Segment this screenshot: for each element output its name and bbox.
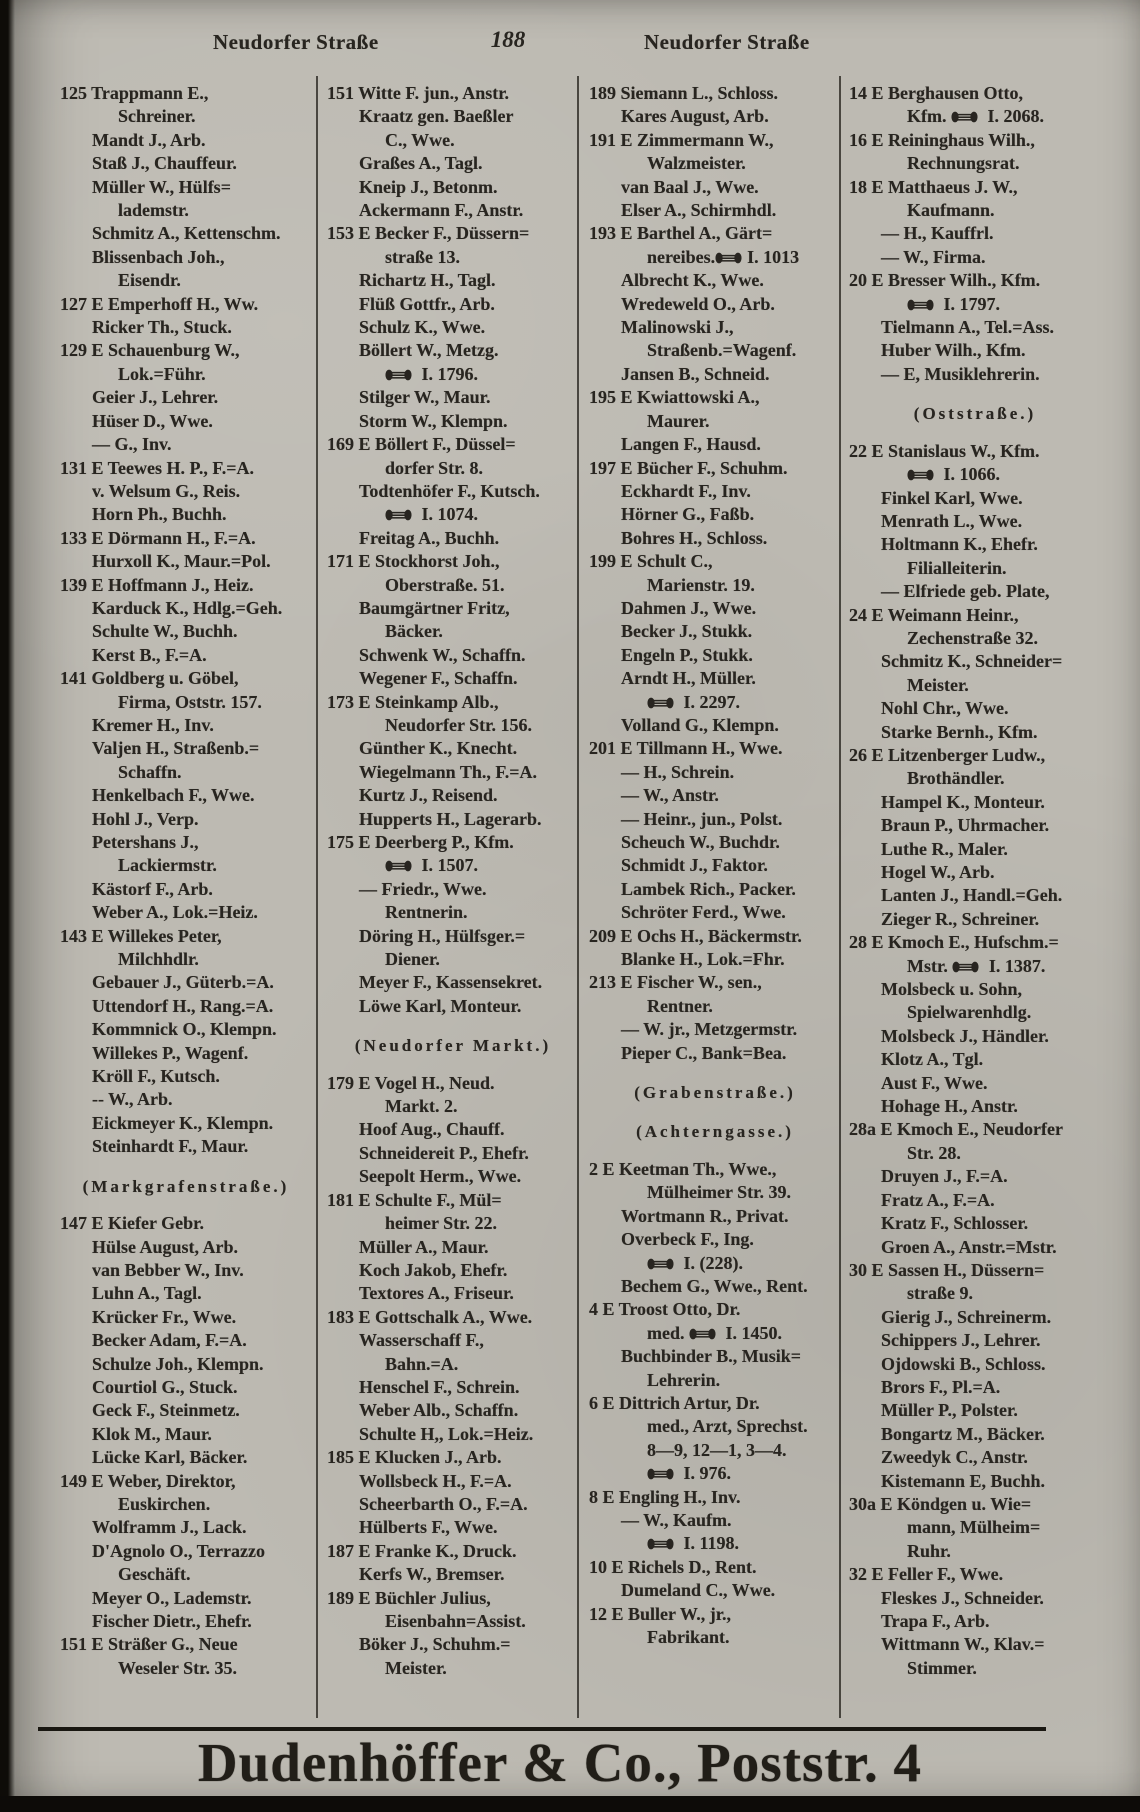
entry-line: 139 E Hoffmann J., Heiz. [60,574,254,595]
telephone-icon [715,252,742,264]
entry-line: Finkel Karl, Wwe. [881,487,1023,508]
entry-line: I. 1507. [327,854,579,877]
entry-line: Dumeland C., Wwe. [621,1580,776,1601]
telephone-icon [385,860,412,872]
entry-line: 191 E Zimmermann W., [589,129,774,150]
street-section-header: (Oststraße.) [913,404,1037,424]
entry-line: Arndt H., Müller. [621,668,756,689]
entry-line: Ruhr. [907,1540,951,1561]
entry-line: Mandt J., Arb. [92,129,206,150]
entry-line: med. I. 1450. [647,1322,783,1343]
entry-line: 153 E Becker F., Düssern= [327,223,530,244]
entry-line: 129 E Schauenburg W., [60,340,240,361]
entry-line: Hoof Aug., Chauff. [359,1119,505,1140]
street-section-header: (Neudorfer Markt.) [354,1036,552,1056]
entry-line: Starke Bernh., Kfm. [881,721,1038,742]
entry-line: Fischer Dietr., Ehefr. [92,1611,252,1631]
entry-line: Marienstr. 19. [647,574,755,595]
entry-line: Wiegelmann Th., F.=A. [359,761,537,782]
entry-line: Braun P., Uhrmacher. [881,815,1050,836]
entry-line: Holtmann K., Ehefr. [881,534,1038,555]
entry-line: 26 E Litzenberger Ludw., [849,744,1046,765]
scan-edge-left [0,0,15,1812]
entry-line: heimer Str. 22. [385,1213,497,1234]
entry-line: 199 E Schult C., [589,551,713,572]
entry-line: Trapa F., Arb. [881,1611,990,1631]
entry-line: Graßes A., Tagl. [359,153,483,174]
page-number: 188 [490,27,526,52]
entry-line: Molsbeck u. Sohn, [881,979,1023,1000]
entry-line: Blanke H., Lok.=Fhr. [621,949,785,970]
entry-line: Bäcker. [385,621,443,642]
entry-line: 149 E Weber, Direktor, [60,1470,236,1491]
entry-line: Textores A., Friseur. [359,1283,514,1304]
entry-line: Diener. [385,949,440,970]
entry-line: Malinowski J., [621,317,734,338]
entry-line: — H., Schrein. [621,761,735,782]
entry-line: lademstr. [118,200,189,221]
entry-line: 193 E Barthel A., Gärt= [589,223,773,244]
entry-line: I. 976. [589,1462,841,1485]
entry-line: Mülheimer Str. 39. [647,1182,791,1203]
entry-line: 187 E Franke K., Druck. [327,1540,517,1561]
entry-line: Eisendr. [118,270,181,291]
entry-line: nereibes. I. 1013 [647,246,800,267]
entry-line: Engeln P., Stukk. [621,644,753,665]
entry-line: 22 E Stanislaus W., Kfm. [849,440,1040,461]
telephone-icon [647,1468,674,1480]
entry-line: 28 E Kmoch E., Hufschm.= [849,932,1059,953]
entry-line: Kästorf F., Arb. [92,878,213,899]
entry-line: Stimmer. [907,1657,977,1678]
entry-line: — H., Kauffrl. [881,223,994,244]
entry-line: 141 Goldberg u. Göbel, [60,668,239,689]
telephone-icon [647,697,674,709]
entry-line: Henkelbach F., Wwe. [92,785,255,806]
entry-line: Hogel W., Arb. [881,862,995,882]
entry-line: Geck F., Steinmetz. [92,1400,240,1421]
entry-line: — G., Inv. [92,434,172,455]
entry-line: 127 E Emperhoff H., Ww. [60,293,259,314]
entry-line: Kraatz gen. Baeßler [359,106,514,127]
entry-line: Bongartz M., Bäcker. [881,1423,1045,1444]
entry-line: Fleskes J., Schneider. [881,1587,1044,1608]
entry-line: Lok.=Führ. [118,363,206,384]
entry-line: Rentnerin. [385,902,468,923]
entry-line: 131 E Teewes H. P., F.=A. [60,457,254,478]
entry-line: Kröll F., Kutsch. [92,1066,220,1087]
entry-line: Hülberts F., Wwe. [359,1517,498,1538]
entry-line: — Friedr., Wwe. [359,878,487,899]
street-section-header: (Grabenstraße.) [634,1083,796,1103]
entry-line: Becker J., Stukk. [621,621,753,642]
entry-line: Meister. [385,1657,447,1678]
entry-line: I. 2297. [589,691,841,714]
entry-line: Wegener F., Schaffn. [359,668,518,689]
telephone-icon [907,469,934,481]
telephone-icon [647,1258,674,1270]
entry-line: 12 E Buller W., jr., [589,1603,732,1624]
entry-line: Eckhardt F., Inv. [621,480,751,501]
entry-line: Krücker Fr., Wwe. [92,1306,237,1327]
entry-line: Wredeweld O., Arb. [621,293,775,314]
entry-line: Horn Ph., Buchh. [92,504,227,525]
entry-line: — W., Anstr. [621,785,719,806]
entry-line: Volland G., Klempn. [621,714,779,735]
entry-line: I. 1198. [589,1532,841,1555]
entry-line: Bechem G., Wwe., Rent. [621,1275,808,1296]
entry-line: Zieger R., Schreiner. [881,908,1040,929]
entry-line: Molsbeck J., Händler. [881,1025,1049,1046]
entry-line: Fratz A., F.=A. [881,1189,995,1210]
entry-line: Meyer O., Lademstr. [92,1587,252,1608]
entry-line: Lücke Karl, Bäcker. [92,1447,248,1468]
entry-line: C., Wwe. [385,129,455,150]
entry-line: Hohl J., Verp. [92,808,199,829]
entry-line: Euskirchen. [118,1493,211,1514]
entry-line: 171 E Stockhorst Joh., [327,551,500,572]
entry-line: Schreiner. [118,106,196,127]
entry-line: Kratz F., Schlosser. [881,1213,1029,1234]
entry-line: v. Welsum G., Reis. [92,480,241,501]
entry-line: Karduck K., Hdlg.=Geh. [92,597,283,618]
entry-line: Flüß Gottfr., Arb. [359,293,495,314]
entry-line: 28a E Kmoch E., Neudorfer [849,1119,1063,1140]
entry-line: 197 E Bücher F., Schuhm. [589,457,788,478]
entry-line: I. 1074. [327,503,579,526]
entry-line: Hampel K., Monteur. [881,791,1045,812]
entry-line: Hupperts H., Lagerarb. [359,808,542,829]
entry-line: 8 E Engling H., Inv. [589,1486,741,1507]
entry-line: Ricker Th., Stuck. [92,317,232,338]
entry-line: Schulte H,, Lok.=Heiz. [359,1423,534,1444]
entry-line: Schulte W., Buchh. [92,621,238,642]
entry-line: Lackiermstr. [118,855,217,876]
entry-line: van Baal J., Wwe. [621,176,759,197]
entry-line: Jansen B., Schneid. [621,363,770,384]
entry-line: Markt. 2. [385,1096,458,1117]
entry-line: Kremer H., Inv. [92,714,214,735]
entry-line: Kaufmann. [907,200,995,221]
entry-line: Milchhdlr. [118,949,199,970]
entry-line: 151 E Sträßer G., Neue [60,1634,238,1655]
entry-line: 185 E Klucken J., Arb. [327,1447,502,1468]
entry-line: Wollsbeck H., F.=A. [359,1470,512,1491]
entry-line: Lambek Rich., Packer. [621,878,796,899]
entry-line: Rechnungsrat. [907,153,1020,174]
entry-line: van Bebber W., Inv. [92,1259,244,1280]
entry-line: Böllert W., Metzg. [359,340,499,361]
entry-line: Dahmen J., Wwe. [621,597,757,618]
entry-line: Hörner G., Faßb. [621,504,755,525]
entry-line: Lanten J., Handl.=Geh. [881,885,1063,906]
entry-line: Aust F., Wwe. [881,1072,988,1093]
entry-line: 20 E Bresser Wilh., Kfm. [849,270,1041,291]
entry-line: Zechenstraße 32. [907,627,1038,648]
entry-line: Schmidt J., Faktor. [621,855,768,876]
entry-line: 30a E Köndgen u. Wie= [849,1493,1032,1514]
entry-line: 173 E Steinkamp Alb., [327,691,499,712]
entry-line: Luthe R., Maler. [881,838,1008,859]
entry-line: Freitag A., Buchh. [359,527,500,548]
entry-line: Wittmann W., Klav.= [881,1634,1045,1655]
entry-line: Becker Adam, F.=A. [92,1330,247,1351]
scan-edge-bottom [0,1796,1140,1812]
entry-line: Huber Wilh., Kfm. [881,340,1026,361]
entry-line: Bohres H., Schloss. [621,527,768,548]
entry-line: Hüser D., Wwe. [92,410,213,431]
entry-line: 2 E Keetman Th., Wwe., [589,1158,777,1179]
entry-line: D'Agnolo O., Terrazzo [92,1540,265,1561]
entry-line: — Heinr., jun., Polst. [621,808,783,829]
entry-line: Meyer F., Kassensekret. [359,972,543,993]
entry-line: Koch Jakob, Ehefr. [359,1259,508,1280]
entry-line: Kommnick O., Klempn. [92,1019,277,1040]
advertisement: Dudenhöffer & Co., Poststr. 4 [197,1732,923,1793]
entry-line: — W. jr., Metzgermstr. [621,1019,798,1040]
entry-line: Kares August, Arb. [621,106,769,127]
entry-line: Wortmann R., Privat. [621,1205,789,1226]
entry-line: Hurxoll K., Maur.=Pol. [92,551,271,572]
entry-line: Druyen J., F.=A. [881,1166,1008,1187]
entry-line: Elser A., Schirmhdl. [621,200,777,221]
entry-line: 18 E Matthaeus J. W., [849,176,1018,197]
entry-line: Schulze Joh., Klempn. [92,1353,264,1374]
entry-line: Zweedyk C., Anstr. [881,1447,1028,1468]
footer-rule [38,1727,1046,1731]
entry-line: 32 E Feller F., Wwe. [849,1564,1004,1585]
entry-line: 169 E Böllert F., Düssel= [327,434,516,455]
entry-line: Günther K., Knecht. [359,738,518,759]
entry-line: Groen A., Anstr.=Mstr. [881,1236,1057,1257]
entry-line: Gebauer J., Güterb.=A. [92,972,274,993]
entry-line: Döring H., Hülfsger.= [359,925,526,946]
entry-line: Walzmeister. [647,153,746,174]
entry-line: Kistemann E, Buchh. [881,1470,1046,1491]
entry-line: 175 E Deerberg P., Kfm. [327,832,514,852]
entry-line: 201 E Tillmann H., Wwe. [589,738,783,759]
entry-line: Hohage H., Anstr. [881,1096,1018,1117]
entry-line: Tielmann A., Tel.=Ass. [881,317,1054,338]
entry-line: 133 E Dörmann H., F.=A. [60,527,256,548]
entry-line: Gierig J., Schreinerm. [881,1306,1052,1327]
entry-line: Nohl Chr., Wwe. [881,698,1009,719]
entry-line: dorfer Str. 8. [385,457,483,478]
entry-line: 8—9, 12—1, 3—4. [647,1439,787,1460]
entry-line: Müller W., Hülfs= [92,176,231,197]
entry-line: 189 Siemann L., Schloss. [589,83,779,103]
entry-line: Staß J., Chauffeur. [92,153,237,174]
entry-line: Scheuch W., Buchdr. [621,832,780,852]
entry-line: 183 E Gottschalk A., Wwe. [327,1306,533,1327]
entry-line: Eisenbahn=Assist. [385,1611,526,1631]
telephone-icon [951,111,978,123]
directory-column-4 [849,82,1101,1680]
street-section-header: (Achterngasse.) [636,1122,794,1142]
entry-line: Albrecht K., Wwe. [621,270,764,291]
entry-line: — Elfriede geb. Plate, [881,581,1050,602]
entry-line: Steinhardt F., Maur. [92,1136,249,1157]
entry-line: Overbeck F., Ing. [621,1229,754,1250]
entry-line: Petershans J., [92,832,199,852]
telephone-icon [647,1538,674,1550]
entry-line: Kerst B., F.=A. [92,644,207,665]
entry-line: Spielwarenhdlg. [907,1002,1032,1023]
entry-line: I. 1796. [327,363,579,386]
telephone-icon [689,1328,716,1340]
header-street-left: Neudorfer Straße [213,30,379,54]
entry-line: Wolframm J., Lack. [92,1517,247,1538]
entry-line: 30 E Sassen H., Düssern= [849,1259,1045,1280]
entry-line: Wasserschaff F., [359,1330,484,1351]
entry-line: Straßenb.=Wagenf. [647,340,797,361]
entry-line: Buchbinder B., Musik= [621,1346,801,1367]
entry-line: 151 Witte F. jun., Anstr. [327,83,510,103]
header-street-right: Neudorfer Straße [644,30,810,54]
entry-line: I. (228). [589,1252,841,1275]
column-divider [316,76,318,1718]
entry-line: 6 E Dittrich Artur, Dr. [589,1392,760,1413]
entry-line: med., Arzt, Sprechst. [647,1416,808,1437]
directory-column-3 [589,82,841,1649]
entry-line: Uttendorf H., Rang.=A. [92,995,274,1016]
entry-line: 195 E Kwiattowski A., [589,387,760,408]
street-section-header: (Markgrafenstraße.) [82,1176,290,1196]
entry-line: Seepolt Herm., Wwe. [359,1166,522,1187]
telephone-icon [385,369,412,381]
entry-line: Schmitz A., Kettenschm. [92,223,281,244]
entry-line: 147 E Kiefer Gebr. [60,1213,204,1234]
entry-line: Schaffn. [118,761,182,782]
entry-line: Meister. [907,674,969,695]
entry-line: Scheerbarth O., F.=A. [359,1493,528,1514]
entry-line: 10 E Richels D., Rent. [589,1556,757,1577]
entry-line: I. 1066. [849,463,1101,486]
entry-line: -- W., Arb. [92,1089,173,1110]
entry-line: Schröter Ferd., Wwe. [621,902,786,923]
entry-line: 189 E Büchler Julius, [327,1587,491,1608]
entry-line: Richartz H., Tagl. [359,270,496,291]
entry-line: 143 E Willekes Peter, [60,925,222,946]
entry-line: Kerfs W., Bremser. [359,1564,505,1585]
directory-column-1 [60,82,312,1680]
entry-line: Filialleiterin. [907,557,1007,578]
entry-line: 209 E Ochs H., Bäckermstr. [589,925,802,946]
entry-line: Rentner. [647,995,713,1016]
entry-line: 213 E Fischer W., sen., [589,972,762,993]
entry-line: mann, Mülheim= [907,1517,1041,1538]
entry-line: I. 1797. [849,293,1101,316]
entry-line: Ojdowski B., Schloss. [881,1353,1046,1374]
entry-line: 179 E Vogel H., Neud. [327,1072,495,1093]
entry-line: Böker J., Schuhm.= [359,1634,511,1655]
entry-line: Müller P., Polster. [881,1400,1018,1421]
entry-line: Firma, Oststr. 157. [118,691,262,712]
entry-line: Eickmeyer K., Klempn. [92,1112,274,1133]
entry-line: Henschel F., Schrein. [359,1376,520,1397]
telephone-icon [907,299,934,311]
entry-line: Ackermann F., Anstr. [359,200,524,221]
entry-line: Geier J., Lehrer. [92,387,219,408]
entry-line: Luhn A., Tagl. [92,1283,202,1304]
entry-line: Schmitz K., Schneider= [881,651,1063,672]
entry-line: Oberstraße. 51. [385,574,505,595]
entry-line: Lehrerin. [647,1369,721,1390]
entry-line: Löwe Karl, Monteur. [359,995,522,1016]
entry-line: Fabrikant. [647,1627,730,1647]
entry-line: Willekes P., Wagenf. [92,1042,249,1063]
entry-line: 16 E Reininghaus Wilh., [849,129,1035,150]
entry-line: Schippers J., Lehrer. [881,1330,1041,1351]
entry-line: Bahn.=A. [385,1353,459,1374]
entry-line: Neudorfer Str. 156. [385,714,532,735]
entry-line: Müller A., Maur. [359,1236,489,1257]
entry-line: Brors F., Pl.=A. [881,1376,1001,1397]
entry-line: Stilger W., Maur. [359,387,491,408]
entry-line: Schneidereit P., Ehefr. [359,1142,529,1163]
entry-line: Kneip J., Betonm. [359,176,498,197]
entry-line: Klok M., Maur. [92,1423,212,1444]
entry-line: — W., Kaufm. [621,1509,732,1530]
entry-line: Klotz A., Tgl. [881,1049,984,1070]
entry-line: Courtiol G., Stuck. [92,1376,238,1397]
entry-line: Blissenbach Joh., [92,246,225,267]
entry-line: 125 Trappmann E., [60,83,209,103]
entry-line: Kurtz J., Reisend. [359,785,498,806]
entry-line: Weber A., Lok.=Heiz. [92,902,258,923]
entry-line: 14 E Berghausen Otto, [849,83,1024,103]
entry-line: 181 E Schulte F., Mül= [327,1189,502,1210]
entry-line: 24 E Weimann Heinr., [849,604,1019,625]
entry-line: Pieper C., Bank=Bea. [621,1042,787,1063]
entry-line: straße 13. [385,246,460,267]
entry-line: Schulz K., Wwe. [359,317,486,338]
entry-line: Schwenk W., Schaffn. [359,644,526,665]
entry-line: Storm W., Klempn. [359,410,508,431]
entry-line: Todtenhöfer F., Kutsch. [359,480,540,501]
entry-line: — E, Musiklehrerin. [881,363,1040,384]
entry-line: Kfm. I. 2068. [907,106,1045,127]
entry-line: 4 E Troost Otto, Dr. [589,1299,741,1320]
entry-line: Baumgärtner Fritz, [359,597,510,618]
entry-line: Menrath L., Wwe. [881,510,1023,531]
entry-line: — W., Firma. [881,246,986,267]
entry-line: Maurer. [647,410,710,431]
directory-column-2 [327,82,579,1680]
telephone-icon [385,509,412,521]
entry-line: Str. 28. [907,1142,961,1163]
entry-line: Brothändler. [907,768,1005,789]
entry-line: Langen F., Hausd. [621,434,761,455]
telephone-icon [952,961,979,973]
entry-line: Hülse August, Arb. [92,1236,239,1257]
entry-line: Valjen H., Straßenb.= [92,738,260,759]
entry-line: Geschäft. [118,1564,191,1585]
entry-line: straße 9. [907,1283,973,1304]
entry-line: Mstr. I. 1387. [907,955,1046,976]
entry-line: Weseler Str. 35. [118,1657,237,1678]
entry-line: Weber Alb., Schaffn. [359,1400,519,1421]
